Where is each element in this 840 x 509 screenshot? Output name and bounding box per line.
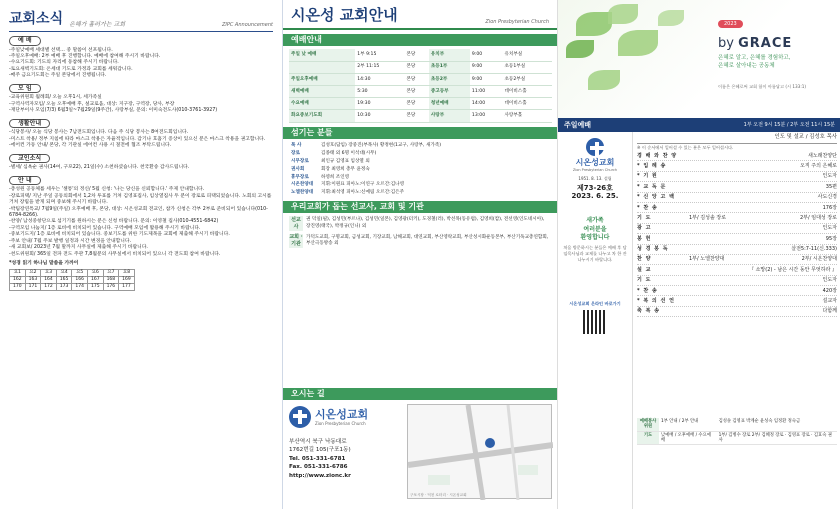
order-row [637,182,837,192]
announcement-line: -재단부이사 모임(7/3) 6월3일~7월29일(9주간), 사랑부실, 문의: 이미숙전도사(010-3761-3927) [9,108,218,114]
serve-names: 김성호(담임) 장중진(부목사) 황정현(1교구, 사랑부, 새가족) [321,142,442,148]
directions-area [289,400,552,505]
service-title: 주일예배 [564,120,592,129]
worship-band: 예배안내 [283,34,557,46]
order-item: 찬 양 [637,256,652,263]
volunteer-row [637,431,837,445]
leaf-icon [608,4,638,24]
serve-row [289,181,552,189]
worship-cell: 본당 [404,98,428,110]
worship-cell: 1부 9:15 [355,49,404,61]
founded: 1951. 8. 13. 설립 [578,175,612,181]
motto [718,55,791,71]
table-cell: 171 [25,284,41,291]
worship-cell: 9:00 [470,49,503,61]
mission-category: 교회 · 기관 [289,234,303,247]
order-value: 새노래찬양단 [808,152,837,159]
table-cell: 175 [87,284,103,291]
serve-row [289,158,552,166]
serve-row [289,150,552,158]
order-row [637,245,837,255]
church-info-column [282,0,557,509]
order-item: 설 교 [637,266,652,273]
order-value: 오직 주의 은혜로 [800,162,837,169]
worship-cell: 사랑부홀 [502,110,552,122]
order-value: 살전5:7-11(신.333) [791,246,837,253]
serve-role: 권사회 [291,166,305,172]
serve-names: 최인규 김영표 임상열 외 [321,158,370,164]
order-row [637,265,837,275]
announcement-line: -주일오후예배: 2부 예배 후 진행합니다. 예배에 참여해 주시기 바랍니다. [9,53,161,59]
order-value: 95장 [825,235,837,242]
serve-names: 김종태 외 6명 이석대(시무) [321,150,377,156]
serve-names: 지휘:이원표 피아노:이연구 오르간:김나영 [321,182,405,188]
mission-text: 가덕도교회, 구명교회, 금성교회, 기장교회, 남해교회, 대연교회, 부산영락교회, 부산성시화운동본부, 부산기독교총연합회, 부산극동방송 외 [306,234,549,246]
theme-by: by [718,36,734,51]
motto-line1: 은혜로 알고, 은혜를 경험하고, [718,55,791,61]
leaf-icon [658,10,684,26]
serve-row [289,142,552,150]
table-cell: 167 [87,277,103,284]
worship-cell: 본당 [404,110,428,122]
worship-cell: 데이비스홀 [502,86,552,98]
order-row [637,286,837,296]
serve-row [289,189,552,197]
announcement-line: -구역사역자모임/ 오늘 오후예배 후, 설교로움, 대상: 지구장, 구역장, 당사, 부장 [9,101,175,107]
worship-cell: 초등1부 [429,61,470,73]
table-cell: 168 [103,277,119,284]
announcement-section [9,154,273,172]
address-line1: 부산역시 북구 낙동대로 [289,439,347,445]
order-value: 사도신경 [817,194,837,201]
order-row [637,172,837,182]
table-cell: 요1 [10,270,26,277]
announcements-eng: ZIPC Announcement [221,21,273,28]
announcement-line: -미스트 착용/ 정부 지침에 따라 마스크 착용은 자율적입니다. 감기나 호흡기 증상이 있으신 분은 마스크 착용을 권고합니다. [9,136,266,142]
church-info-header [283,0,557,30]
table-cell: 177 [119,284,135,291]
fax: Fax. 051-331-6786 [289,464,348,471]
volunteer-names: 1부/ 김병수 장로 2부/ 김혜정 장로 · 김영표 장로 · 김효숙 권사 [717,431,837,445]
order-value: 2부/ 시온찬양대 [801,256,837,263]
worship-row [289,110,552,122]
worship-cell: 초등2부 [429,73,470,85]
order-value: 설교자 [822,298,837,305]
order-item: 광 고 [637,225,652,232]
qr-code-icon[interactable] [583,310,607,334]
church-name: 시온성교회 [575,158,615,168]
order-row [637,213,837,223]
section-heading: 생활안내 [9,119,50,129]
announcement-line: -찬양/ 남성중창단으로 섬기기를 원하시는 분은 신청 바랍니다. 문의: 이영철 집사(010-4551-6842) [9,219,219,225]
order-row [637,224,837,234]
announcement-line: -주보 안내/ 7월 주보 발행 일정과 시간 변경을 안내합니다. [9,238,132,244]
worship-table [289,49,552,123]
worship-cell: 초등2부실 [502,73,552,85]
worship-cell: 9:00 [470,61,503,73]
service-volunteers-table [637,418,837,445]
serve-role: 목 사 [291,142,302,148]
worship-cell: 본당 [404,49,428,61]
order-row [637,193,837,203]
serve-row [289,166,552,174]
announcement-sections [9,36,273,258]
order-row [637,276,837,286]
order-item: 봉 헌 [637,235,652,242]
serve-role: 장로 [291,150,300,156]
section-heading: 교인소식 [9,154,50,164]
order-of-worship [637,134,837,317]
worship-cell: 중고등부 [429,86,470,98]
announcements-title: 교회소식 [9,10,64,27]
mission-list [283,216,557,248]
tel: Tel. 051-331-6781 [289,455,346,462]
worship-cell: 10:30 [355,110,404,122]
church-location-marker [485,438,495,448]
worship-cell: 데이비스홀 [502,98,552,110]
worship-cell: 화요중보기도회 [289,110,355,122]
worship-cell: 2부 11:15 [355,61,404,73]
announcements-header [9,6,273,32]
order-item: * 찬 송 [637,287,658,294]
mission-row [289,216,552,230]
worship-cell: 11:00 [470,86,503,98]
order-leader: 인도 및 설교 / 김성호 목사 [637,134,837,144]
announcement-line: -매주 금요기도회는 주일 본당에서 진행됩니다. [9,73,107,79]
order-value: 인도자 [822,277,837,284]
bible-reading-caption: *성경 읽기 하나님 말씀을 가까이 [9,261,79,267]
serve-role: 시온찬양대 [291,182,314,188]
church-logo-icon [586,138,604,156]
worship-cell: 초등1부실 [502,61,552,73]
announcement-line: -구역모임 나눔지/ 1층 로비에 비치되어 있습니다. 구역예배 모임에 활용해 주시기 바랍니다. [9,225,201,231]
table-cell: 요4 [56,270,72,277]
serve-names: 지휘:최석영 피아노:신예림 오르간:김은주 [321,190,405,196]
mission-category: 선교사 [289,216,303,230]
theme-grace: GRACE [738,36,793,51]
serve-role: 노엘찬양대 [291,190,314,196]
announcement-line: -새 교회보/ 2023년 7월 말까지 사무실에 제출해 주시기 바랍니다. [9,245,148,251]
serve-role: 시무장로 [291,158,309,164]
table-cell: 172 [41,284,57,291]
worship-cell: 수요예배 [289,98,355,110]
map-drawing [408,405,553,500]
announcement-line: -중보기도지/ 1층 로비에 비치되어 있습니다. 중보기도를 위한 기도제목을 교회에 제출해 주시기 바랍니다. [9,232,230,238]
order-row [637,296,837,306]
table-cell: 164 [41,277,57,284]
table-cell: 169 [119,277,135,284]
volume: 제73-26호 [577,183,613,192]
online-label: 시온성교회 온라인 바로가기 [569,300,621,306]
worship-cell: 13:00 [470,110,503,122]
serve-band: 섬기는 분들 [283,127,557,139]
leaf-icon [618,30,658,56]
order-item: * 복 의 선 언 [637,298,675,305]
worship-cell: 9:00 [470,73,503,85]
worship-row [289,61,552,73]
order-detail: 1부/ 김성솔 장로 [689,214,727,221]
section-heading: 안 내 [9,176,41,186]
volunteer-sub: 1부 안내 / 2부 안내 [659,418,717,431]
announcements-column [0,0,282,509]
location-map[interactable] [407,404,552,499]
worship-cell: 유치부 [429,49,470,61]
table-cell: 174 [72,284,88,291]
mission-text: 권 덕일(필), 김성민(부르나), 김성민(일본), 김영광(터키), 도경철(러), 박선목(동유럽), 김영희(캄), 전선영(인도네시아), 장진영(태국), 박정규(인니) 외 [306,217,545,229]
announcement-section [9,84,273,115]
serve-names: 회장 최영희 총무 윤정숙 [321,166,370,172]
table-row [10,277,135,284]
serve-names: 하영희 조인영 [321,174,350,180]
website-link[interactable]: http://www.zionc.kr [289,472,351,479]
table-cell: 요2 [25,270,41,277]
table-row [10,270,135,277]
announcement-line: -천도위원회/ 365일 전파 전도 주관 7,8월분의 사무실에서 비치되어 있으니 각 전도회 참여 바랍니다. [9,251,221,257]
announcement-line: -주일낮예배 세대별 선택… 중 말씀이 선포됩니다. [9,47,113,53]
address-line2: 1762번길 105(구포1동) [289,447,351,454]
announcements-subtitle: 은혜가 흘러가는 교회 [69,20,126,28]
order-item: * 찬 송 [637,204,658,211]
volunteer-sub: 낮예배 / 오후예배 / 수요예배 [659,431,717,445]
church-name: 시온성교회 [315,407,369,421]
table-cell: 162 [10,277,26,284]
service-header [558,118,840,132]
order-item: * 기 원 [637,173,658,180]
church-id-strip [558,132,633,509]
welcome-title [562,217,628,242]
order-item: * 교 독 문 [637,183,667,190]
announcement-line: -식당봉사/ 오늘 식당 봉사는 7남전도회입니다. 다음 주 식당 봉사는 8여전도회입니다. [9,130,189,136]
service-time: 1부 오전 9시 15분 / 2부 오전 11시 15분 [743,121,835,128]
welcome-line: 환영합니다 [580,233,610,241]
church-eng-name: Zion Presbyterian Church [572,168,618,173]
cover-column [557,0,840,509]
order-item: 기 도 [637,214,652,221]
theme-title [718,36,792,52]
section-heading: 모 임 [9,84,41,94]
table-cell: 173 [56,284,72,291]
welcome-text: 처음 방문하시는 분들은 예배 후 담임목사님과 교제를 나누고 차 한 잔 나누시기 바랍니다. [563,245,627,263]
worship-cell [289,61,355,73]
worship-row [289,98,552,110]
worship-cell: 새벽예배 [289,86,355,98]
table-cell: 요3 [41,270,57,277]
volunteer-row [637,418,837,431]
table-cell: 요7 [103,270,119,277]
announcement-section [9,119,273,150]
year-badge: 2023 [718,20,743,28]
worship-cell: 본당 [404,73,428,85]
worship-cell: 5:30 [355,86,404,98]
volunteer-role: 예배봉사위원 [637,418,659,431]
church-logo-icon [289,406,311,428]
announcement-line: -별세/ 심옥순 권사(14여, 구포22), 21일(수) 소천하셨습니다. 천국환송 감사드립니다. [9,165,190,171]
table-cell: 165 [56,277,72,284]
mission-band: 우리교회가 돕는 선교사, 교회 및 기관 [283,201,557,213]
serve-table [289,142,552,198]
order-item: * 신 앙 고 백 [637,194,675,201]
worship-cell: 14:00 [470,98,503,110]
worship-cell: 본당 [404,61,428,73]
table-cell: 166 [72,277,88,284]
order-value: 『 소망(2) - 남은 시간 동안 무엇하라 』 [749,266,837,273]
worship-row [289,73,552,85]
order-row [637,307,837,317]
order-item: * 입 례 송 [637,162,667,169]
order-row [637,234,837,244]
order-rows [637,151,837,317]
worship-cell: 14:30 [355,73,404,85]
worship-cell: 주일 낮 예배 [289,49,355,61]
serve-role: 휴무장로 [291,174,309,180]
announcement-line: -박팀장연특교/ 7월9일(주일) 오후예배 후, 본당, 대상: 시온성교회 전교인, 참가 신청은 각부 2부로 준비되어 있습니다(010-6784-8266). [9,206,268,218]
serve-row [289,174,552,182]
worship-cell: 본당 [404,86,428,98]
motto-line2: 은혜로 살아내는 공동체 [718,62,775,69]
table-cell: 요8 [119,270,135,277]
worship-cell: 주일오후예배 [289,73,355,85]
table-cell: 요6 [87,270,103,277]
order-item: 기 도 [637,277,652,284]
order-item: 성 경 봉 독 [637,246,669,253]
church-info-title: 시온성 교회안내 [291,6,398,25]
section-heading: 예 배 [9,36,41,46]
volunteer-names: 김성솔 김영표 박계순 윤성숙 임정환 정숙금 [717,418,837,431]
order-value: 인도자 [822,173,837,180]
order-row [637,255,837,265]
bible-reading-table [9,269,135,291]
map-caption: 구포시장 · 덕천 로터리 · 시온성교회 [410,492,467,497]
welcome-line: 새가족 [586,217,604,225]
worship-row [289,49,552,61]
announcement-line: -장로피택/ 지난 주일 공동의회에서 1,2차 투표를 거쳐 김영표집사, 임상열집사 두 분이 장로로 피택되었습니다. 노회의 고시를 거쳐 장립을 받게 되며 중보해 주시기 바랍니다. [9,193,272,206]
leaf-icon [588,70,620,90]
table-cell: 163 [25,277,41,284]
order-value: 176장 [822,204,837,211]
volunteer-role: 기도 [637,431,659,445]
table-cell: 170 [10,284,26,291]
order-note: ※ 이 순서에서 일어설 수 있는 분은 모두 일어섭시다. [637,144,734,150]
church-eng-name: Zion Presbyterian Church [315,421,366,427]
announcement-line: -교육위원회 월례회/ 오늘 오후1시, 세가족실 [9,95,102,101]
church-info-eng: Zion Presbyterian Church [485,18,549,25]
announcement-line: -에어컨 가동 안내/ 본당, 각 기관실 에어컨 사용 시 절전에 협조 부탁드립니다. [9,143,172,149]
order-row [637,203,837,213]
cover-banner [558,0,840,118]
worship-cell: 사랑부 [429,110,470,122]
welcome-line: 여러분을 [583,225,607,233]
announcement-section [9,176,273,259]
announcement-line: -총성원 공동체를 세우는 '셀통'의 정신/ 5월 신청: '나는 당신을 신뢰합니다.' 주제 안내합니다. [9,187,205,193]
motto-sub: 이름은 은혜로써 교회 함이 아름답고 (시 133:1) [718,84,807,89]
worship-cell: 유치부실 [502,49,552,61]
announcement-line: -토요새벽기도회: 온세대 기도로 가정과 교회를 세워갑니다. [9,66,133,72]
announcement-line: -수요기도회: 기도의 자리에 동참해 주시기 바랍니다. [9,60,119,66]
mission-row [289,234,552,248]
worship-cell: 청년예배 [429,98,470,110]
directions-band: 오시는 길 [283,388,557,400]
order-row [637,161,837,171]
order-value: 다함께 [822,308,837,315]
table-row [10,284,135,291]
leaf-icon [576,12,612,36]
order-value: 인도자 [822,225,837,232]
order-value: 35편 [825,183,837,190]
bulletin-date: 2023. 6. 25. [571,192,619,201]
order-item: 경 배 와 찬 양 [637,152,678,159]
worship-cell: 19:30 [355,98,404,110]
table-cell: 176 [103,284,119,291]
announcement-section [9,36,273,80]
worship-row [289,86,552,98]
table-cell: 요5 [72,270,88,277]
order-item: 축 복 송 [637,308,660,315]
order-detail: 1부/ 노엘찬양대 [689,256,725,263]
leaf-icon [566,40,594,58]
order-value: 2부/ 임대성 장로 [799,214,837,221]
order-row [637,151,837,161]
order-value: 420장 [822,287,837,294]
